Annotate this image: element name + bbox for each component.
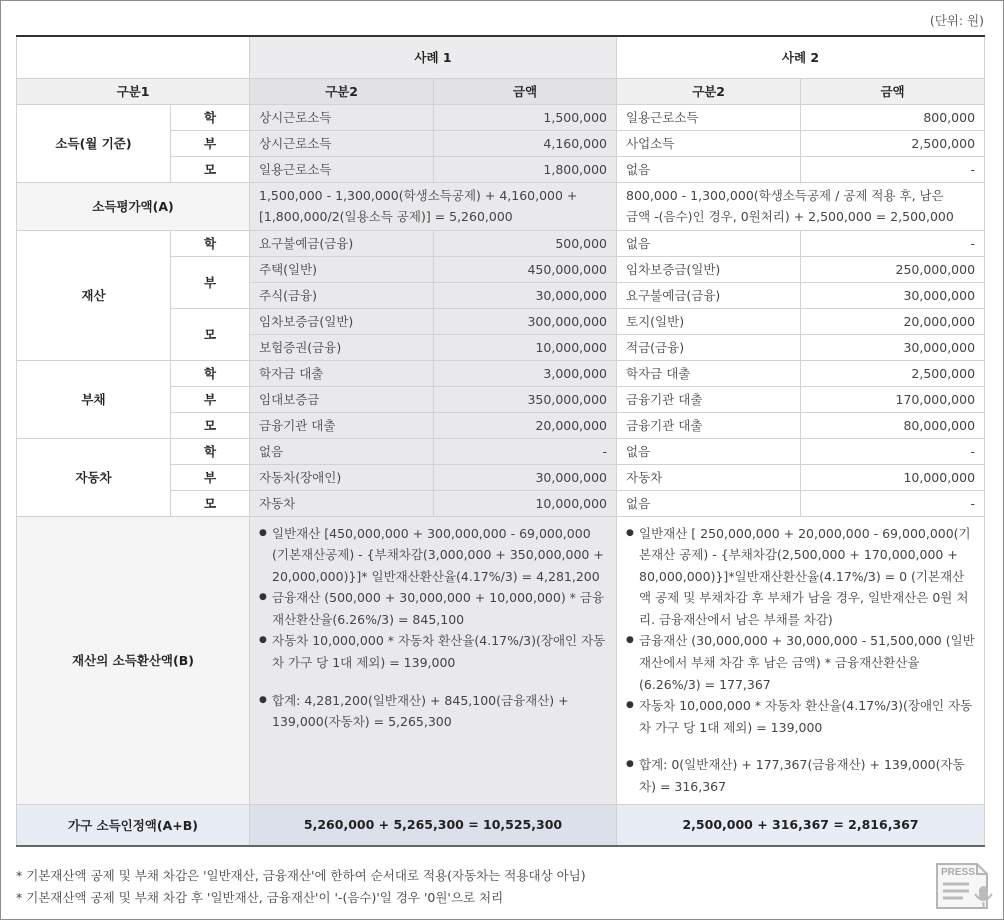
case1-income-eval-line1: 1,500,000 - 1,300,000(학생소득공제) + 4,160,000 + bbox=[259, 188, 578, 203]
conversion-total-item: ● 합계: 4,281,200(일반재산) + 845,100(금융재산) + 139,000(자동차) = 5,265,300 bbox=[259, 690, 607, 733]
case1-amount: 450,000,000 bbox=[434, 256, 617, 282]
case2-item: 학자금 대출 bbox=[617, 360, 801, 386]
case2-amount: 800,000 bbox=[801, 104, 985, 130]
case1-amount: 3,000,000 bbox=[434, 360, 617, 386]
case2-item: 요구불예금(금융) bbox=[617, 282, 801, 308]
case1-amount: 20,000,000 bbox=[434, 412, 617, 438]
conversion-item: ● 금융재산 (500,000 + 30,000,000 + 10,000,000) * 금융재산환산율(6.26%/3) = 845,100 bbox=[259, 587, 607, 630]
case1-amount: 500,000 bbox=[434, 230, 617, 256]
case1-amount: 10,000,000 bbox=[434, 334, 617, 360]
case1-income-eval-line2: [1,800,000/2(일용소득 공제)] = 5,260,000 bbox=[259, 209, 513, 224]
member-label: 학 bbox=[171, 438, 250, 464]
footnotes bbox=[16, 865, 586, 909]
case2-item: 없음 bbox=[617, 490, 801, 516]
conversion-item: ● 일반재산 [450,000,000 + 300,000,000 - 69,000,000 (기본재산공제) - {부채차감(3,000,000 + 350,000,000 + 20,000,000)}]* 일반재산환산율(4.17%/3) = 4,281,200 bbox=[259, 523, 607, 588]
case2-item: 없음 bbox=[617, 438, 801, 464]
cars-label: 자동차 bbox=[17, 438, 171, 516]
case1-item: 요구불예금(금융) bbox=[250, 230, 434, 256]
case1-amount: - bbox=[434, 438, 617, 464]
case2-item: 일용근로소득 bbox=[617, 104, 801, 130]
case1-amount-header: 금액 bbox=[434, 78, 617, 104]
case1-amount: 30,000,000 bbox=[434, 282, 617, 308]
case1-item: 자동차 bbox=[250, 490, 434, 516]
case1-amount: 4,160,000 bbox=[434, 130, 617, 156]
case2-conversion-list bbox=[626, 523, 975, 798]
debts-label: 부채 bbox=[17, 360, 171, 438]
case1-category2-header: 구분2 bbox=[250, 78, 434, 104]
conversion-item: ● 일반재산 [ 250,000,000 + 20,000,000 - 69,000,000(기본재산 공제) - {부채차감(2,500,000 + 170,000,000 + 80,000,000)}]*일반재산환산율(4.17%/3) = 0 (기본재산액 공제 및 부채차감 후 부채가 남을 경우, 일반재산은 0원 처리. 금융재산에서 남은 부채를 차감) bbox=[626, 523, 975, 631]
case2-amount: 250,000,000 bbox=[801, 256, 985, 282]
member-label: 부 bbox=[171, 130, 250, 156]
press-logo-icon bbox=[933, 858, 997, 912]
conversion-label: 재산의 소득환산액(B) bbox=[17, 516, 250, 804]
case2-income-eval-line2: 금액 -(음수)인 경우, 0원처리) + 2,500,000 = 2,500,000 bbox=[626, 209, 954, 224]
member-label: 모 bbox=[171, 308, 250, 360]
case2-amount: - bbox=[801, 230, 985, 256]
unit-label: (단위: 원) bbox=[929, 13, 984, 28]
case1-conversion-list bbox=[259, 523, 607, 733]
case1-item: 일용근로소득 bbox=[250, 156, 434, 182]
case1-total: 5,260,000 + 5,265,300 = 10,525,300 bbox=[250, 804, 617, 846]
case2-header: 사례 2 bbox=[617, 36, 985, 78]
member-label: 모 bbox=[171, 156, 250, 182]
case2-amount: 20,000,000 bbox=[801, 308, 985, 334]
member-label: 학 bbox=[171, 360, 250, 386]
case1-item: 금융기관 대출 bbox=[250, 412, 434, 438]
case2-total: 2,500,000 + 316,367 = 2,816,367 bbox=[617, 804, 985, 846]
case1-item: 주식(금융) bbox=[250, 282, 434, 308]
case1-item: 보험증권(금융) bbox=[250, 334, 434, 360]
case2-item: 금융기관 대출 bbox=[617, 386, 801, 412]
income-calculation-table bbox=[16, 35, 985, 847]
case1-amount: 10,000,000 bbox=[434, 490, 617, 516]
member-label: 모 bbox=[171, 412, 250, 438]
case2-item: 사업소득 bbox=[617, 130, 801, 156]
case2-amount: - bbox=[801, 490, 985, 516]
case2-item: 적금(금융) bbox=[617, 334, 801, 360]
footnote: * 기본재산액 공제 및 부채 차감은 '일반재산, 금융재산'에 한하여 순서대로 적용(자동차는 적용대상 아님) bbox=[16, 868, 586, 883]
member-label: 모 bbox=[171, 490, 250, 516]
case2-item: 임차보증금(일반) bbox=[617, 256, 801, 282]
case2-amount: 30,000,000 bbox=[801, 334, 985, 360]
case1-item: 자동차(장애인) bbox=[250, 464, 434, 490]
case1-item: 없음 bbox=[250, 438, 434, 464]
case1-amount: 350,000,000 bbox=[434, 386, 617, 412]
conversion-item: ● 금융재산 (30,000,000 + 30,000,000 - 51,500,000 (일반재산에서 부채 차감 후 남은 금액) * 금융재산환산율 (6.26%/3) = 177,367 bbox=[626, 630, 975, 695]
case1-conversion bbox=[250, 516, 617, 804]
case2-amount: - bbox=[801, 438, 985, 464]
case2-amount: 2,500,000 bbox=[801, 360, 985, 386]
case1-item: 임대보증금 bbox=[250, 386, 434, 412]
category1-header: 구분1 bbox=[17, 78, 250, 104]
assets-label: 재산 bbox=[17, 230, 171, 360]
case2-category2-header: 구분2 bbox=[617, 78, 801, 104]
case1-amount: 1,800,000 bbox=[434, 156, 617, 182]
conversion-item: ● 자동차 10,000,000 * 자동차 환산율(4.17%/3)(장애인 자동차 가구 당 1대 제외) = 139,000 bbox=[259, 630, 607, 673]
case2-amount: 30,000,000 bbox=[801, 282, 985, 308]
total-label: 가구 소득인정액(A+B) bbox=[17, 804, 250, 846]
case2-amount: 2,500,000 bbox=[801, 130, 985, 156]
press-logo-text: PRESS bbox=[941, 867, 975, 878]
case2-income-eval-line1: 800,000 - 1,300,000(학생소득공제 / 공제 적용 후, 남은 bbox=[626, 188, 944, 203]
conversion-item: ● 자동차 10,000,000 * 자동차 환산율(4.17%/3)(장애인 자동차 가구 당 1대 제외) = 139,000 bbox=[626, 695, 975, 738]
case1-item: 학자금 대출 bbox=[250, 360, 434, 386]
case1-item: 상시근로소득 bbox=[250, 104, 434, 130]
case1-income-eval bbox=[250, 182, 617, 230]
member-label: 부 bbox=[171, 256, 250, 308]
case2-conversion bbox=[617, 516, 985, 804]
footnote: * 기본재산액 공제 및 부채 차감 후 '일반재산, 금융재산'이 '-(음수)'일 경우 '0원'으로 처리 bbox=[16, 890, 504, 905]
case2-income-eval bbox=[617, 182, 985, 230]
case1-item: 상시근로소득 bbox=[250, 130, 434, 156]
case2-item: 자동차 bbox=[617, 464, 801, 490]
case2-amount-header: 금액 bbox=[801, 78, 985, 104]
conversion-total-item: ● 합계: 0(일반재산) + 177,367(금융재산) + 139,000(자동차) = 316,367 bbox=[626, 754, 975, 797]
case1-header: 사례 1 bbox=[250, 36, 617, 78]
case2-item: 없음 bbox=[617, 156, 801, 182]
case2-item: 토지(일반) bbox=[617, 308, 801, 334]
header-empty-cell bbox=[17, 36, 250, 78]
member-label: 학 bbox=[171, 230, 250, 256]
member-label: 부 bbox=[171, 386, 250, 412]
case2-amount: - bbox=[801, 156, 985, 182]
member-label: 부 bbox=[171, 464, 250, 490]
case2-item: 없음 bbox=[617, 230, 801, 256]
case1-item: 임차보증금(일반) bbox=[250, 308, 434, 334]
case2-amount: 170,000,000 bbox=[801, 386, 985, 412]
case2-amount: 80,000,000 bbox=[801, 412, 985, 438]
income-eval-label: 소득평가액(A) bbox=[17, 182, 250, 230]
case2-item: 금융기관 대출 bbox=[617, 412, 801, 438]
income-label: 소득(월 기준) bbox=[17, 104, 171, 182]
case1-amount: 300,000,000 bbox=[434, 308, 617, 334]
member-label: 학 bbox=[171, 104, 250, 130]
case1-amount: 1,500,000 bbox=[434, 104, 617, 130]
case1-item: 주택(일반) bbox=[250, 256, 434, 282]
case1-amount: 30,000,000 bbox=[434, 464, 617, 490]
case2-amount: 10,000,000 bbox=[801, 464, 985, 490]
